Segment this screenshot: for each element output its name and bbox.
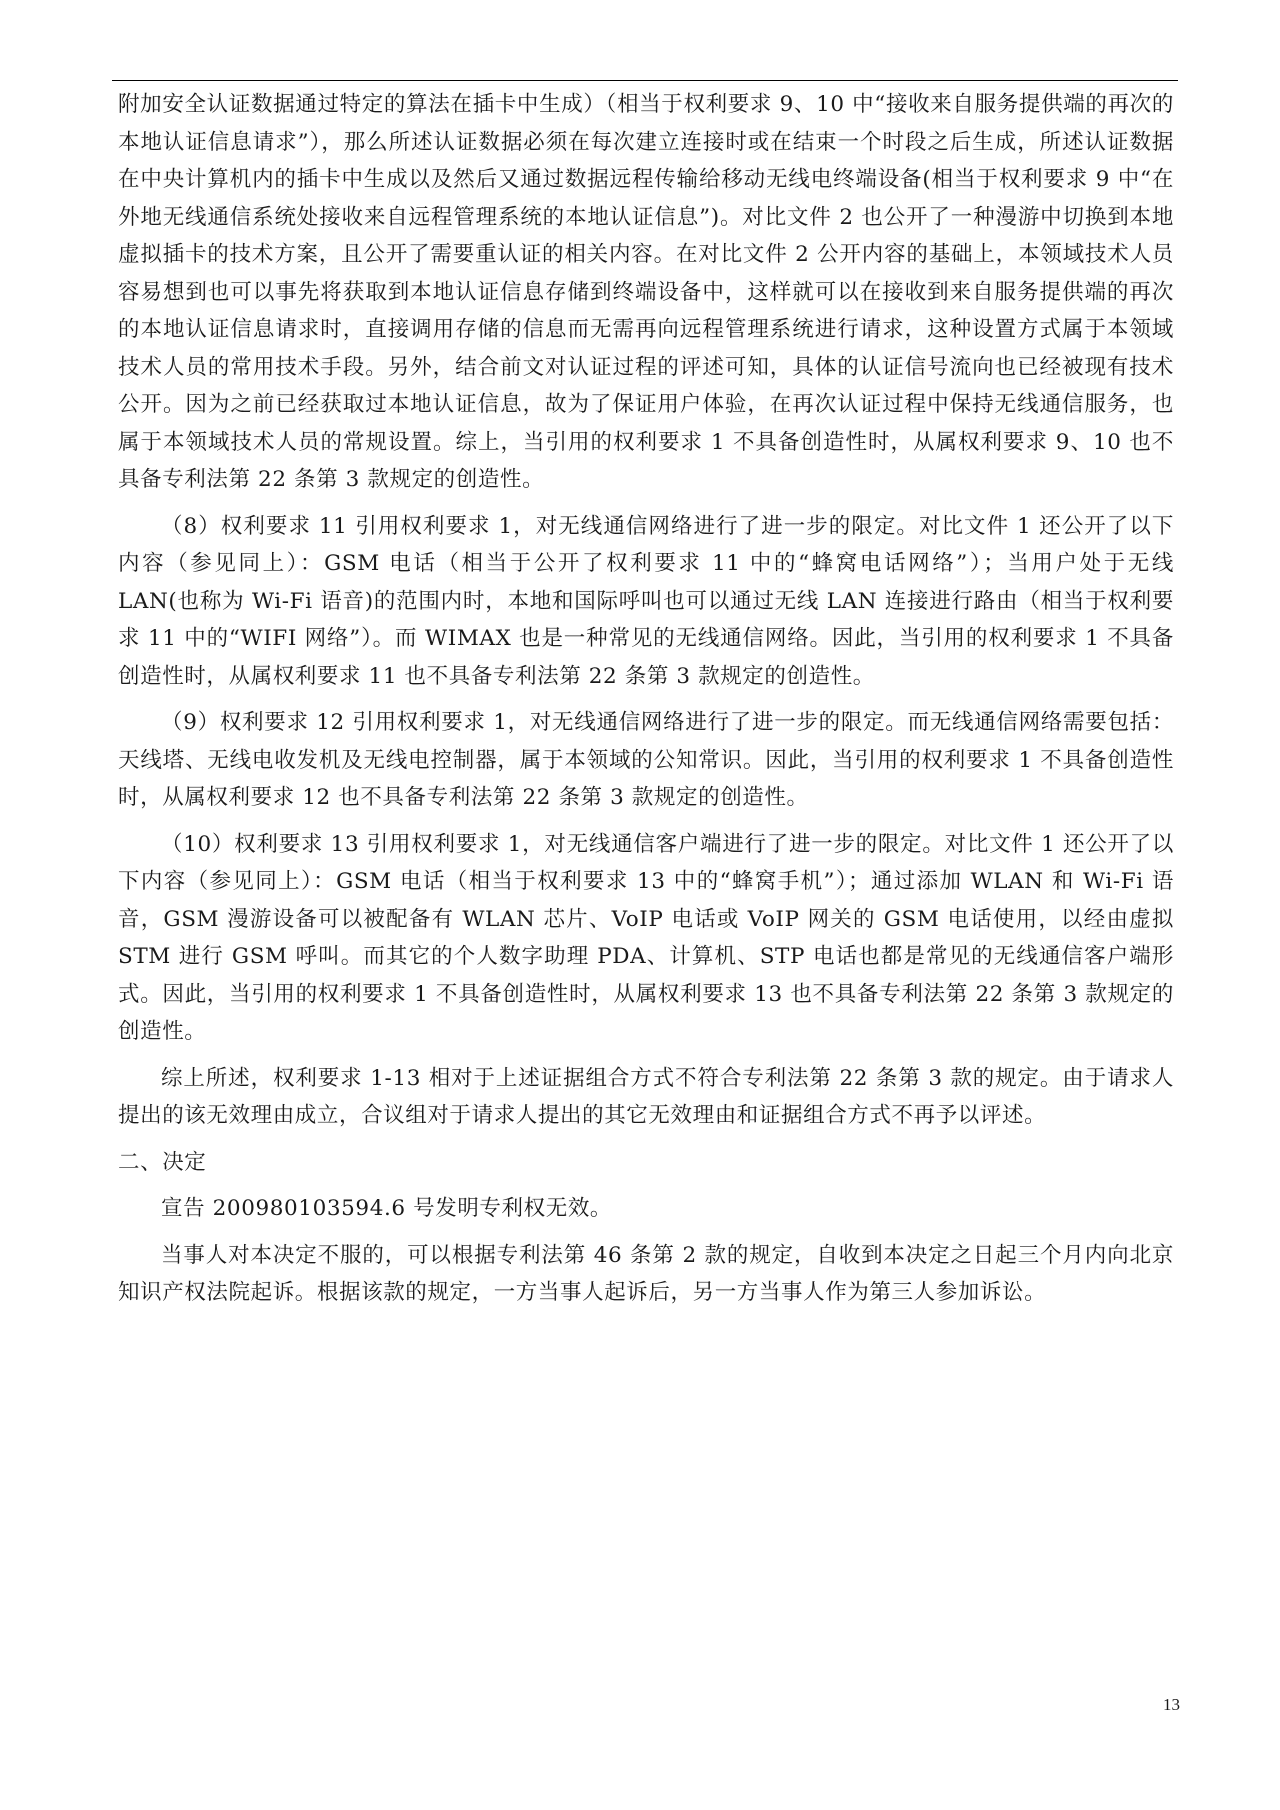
paragraph-appeal-notice: 当事人对本决定不服的，可以根据专利法第 46 条第 2 款的规定，自收到本决定之日起三个月内向北京知识产权法院起诉。根据该款的规定，一方当事人起诉后，另一方当事人作为第三人参加诉讼。: [118, 1242, 1174, 1305]
paragraph-claim-13: （10）权利要求 13 引用权利要求 1，对无线通信客户端进行了进一步的限定。对比文件 1 还公开了以下内容（参见同上）：GSM 电话（相当于权利要求 13 中的“蜂窝手机”）；通过添加 WLAN 和 Wi-Fi 语音，GSM 漫游设备可以被配备有 WLAN 芯片、VoIP 电话或 VoIP 网关的 GSM 电话使用，以经由虚拟 STM 进行 GSM 呼叫。而其它的个人数字助理 PDA、计算机、STP 电话也都是常见的无线通信客户端形式。因此，当引用的权利要求 1 不具备创造性时，从属权利要求 13 也不具备专利法第 22 条第 3 款规定的创造性。: [118, 831, 1174, 1044]
paragraph-claim-11: （8）权利要求 11 引用权利要求 1，对无线通信网络进行了进一步的限定。对比文件 1 还公开了以下内容（参见同上）：GSM 电话（相当于公开了权利要求 11 中的“蜂窝电话网络”）；当用户处于无线 LAN(也称为 Wi-Fi 语音)的范围内时，本地和国际呼叫也可以通过无线 LAN 连接进行路由（相当于权利要求 11 中的“WIFI 网络”）。而 WIMAX 也是一种常见的无线通信网络。因此，当引用的权利要求 1 不具备创造性时，从属权利要求 11 也不具备专利法第 22 条第 3 款规定的创造性。: [118, 513, 1174, 689]
paragraph-claim-12: （9）权利要求 12 引用权利要求 1，对无线通信网络进行了进一步的限定。而无线通信网络需要包括：天线塔、无线电收发机及无线电控制器，属于本领域的公知常识。因此，当引用的权利要求 1 不具备创造性时，从属权利要求 12 也不具备专利法第 22 条第 3 款规定的创造性。: [118, 710, 1174, 810]
paragraph-claims-9-10: 附加安全认证数据通过特定的算法在插卡中生成）（相当于权利要求 9、10 中“接收来自服务提供端的再次的本地认证信息请求”），那么所述认证数据必须在每次建立连接时或在结束一个时段之后生成，所述认证数据在中央计算机内的插卡中生成以及然后又通过数据远程传输给移动无线电终端设备(相当于权利要求 9 中“在外地无线通信系统处接收来自远程管理系统的本地认证信息”)。对比文件 2 也公开了一种漫游中切换到本地虚拟插卡的技术方案，且公开了需要重认证的相关内容。在对比文件 2 公开内容的基础上，本领域技术人员容易想到也可以事先将获取到本地认证信息存储到终端设备中，这样就可以在接收到来自服务提供端的再次的本地认证信息请求时，直接调用存储的信息而无需再向远程管理系统进行请求，这种设置方式属于本领域技术人员的常用技术手段。另外，结合前文对认证过程的评述可知，具体的认证信号流向也已经被现有技术公开。因为之前已经获取过本地认证信息，故为了保证用户体验，在再次认证过程中保持无线通信服务，也属于本领域技术人员的常规设置。综上，当引用的权利要求 1 不具备创造性时，从属权利要求 9、10 也不具备专利法第 22 条第 3 款规定的创造性。: [118, 92, 1174, 492]
document-body: [118, 86, 1174, 1321]
paragraph-decision: 宣告 200980103594.6 号发明专利权无效。: [161, 1196, 613, 1221]
page-number: 13: [1163, 1695, 1180, 1714]
section-heading-decision: 二、决定: [118, 1149, 207, 1175]
paragraph-summary: 综上所述，权利要求 1-13 相对于上述证据组合方式不符合专利法第 22 条第 3 款的规定。由于请求人提出的该无效理由成立，合议组对于请求人提出的其它无效理由和证据组合方式不再予以评述。: [118, 1065, 1174, 1128]
header-divider: [112, 80, 1178, 81]
